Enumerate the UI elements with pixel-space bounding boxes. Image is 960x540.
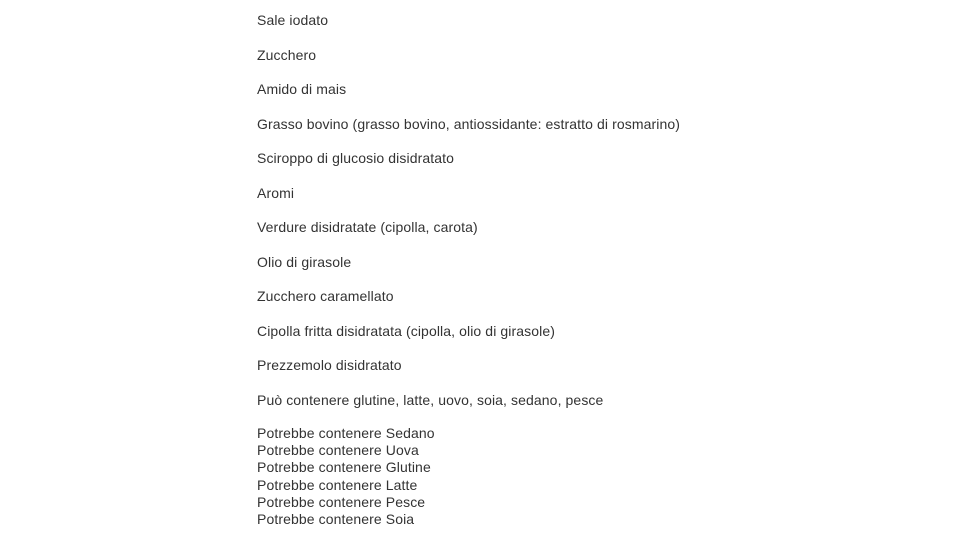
may-contain-line: Potrebbe contenere Pesce xyxy=(257,493,426,510)
ingredient-item: Olio di girasole xyxy=(257,253,352,270)
may-contain-line: Potrebbe contenere Sedano xyxy=(257,425,435,441)
ingredient-item: Cipolla fritta disidratata (cipolla, olio di girasole) xyxy=(257,322,555,339)
ingredient-item: Zucchero caramellato xyxy=(257,288,394,304)
allergen-warning: Può contenere glutine, latte, uovo, soia, sedano, pesce xyxy=(257,391,604,408)
ingredient-item: Zucchero xyxy=(257,46,317,63)
ingredient-item: Sciroppo di glucosio disidratato xyxy=(257,150,454,166)
may-contain-line: Potrebbe contenere Uova xyxy=(257,442,419,459)
may-contain-line: Potrebbe contenere Soia xyxy=(257,510,415,527)
ingredient-item: Prezzemolo disidratato xyxy=(257,357,402,373)
ingredient-item: Grasso bovino (grasso bovino, antiossidante: estratto di rosmarino) xyxy=(257,115,681,132)
may-contain-line: Potrebbe contenere Glutine xyxy=(257,459,431,476)
ingredients-list xyxy=(257,11,680,425)
ingredient-item: Aromi xyxy=(257,184,295,201)
ingredient-item: Sale iodato xyxy=(257,12,329,28)
ingredient-item: Verdure disidratate (cipolla, carota) xyxy=(257,219,478,235)
ingredient-item: Amido di mais xyxy=(257,81,347,97)
may-contain-block xyxy=(257,425,435,528)
may-contain-line: Potrebbe contenere Latte xyxy=(257,476,418,493)
